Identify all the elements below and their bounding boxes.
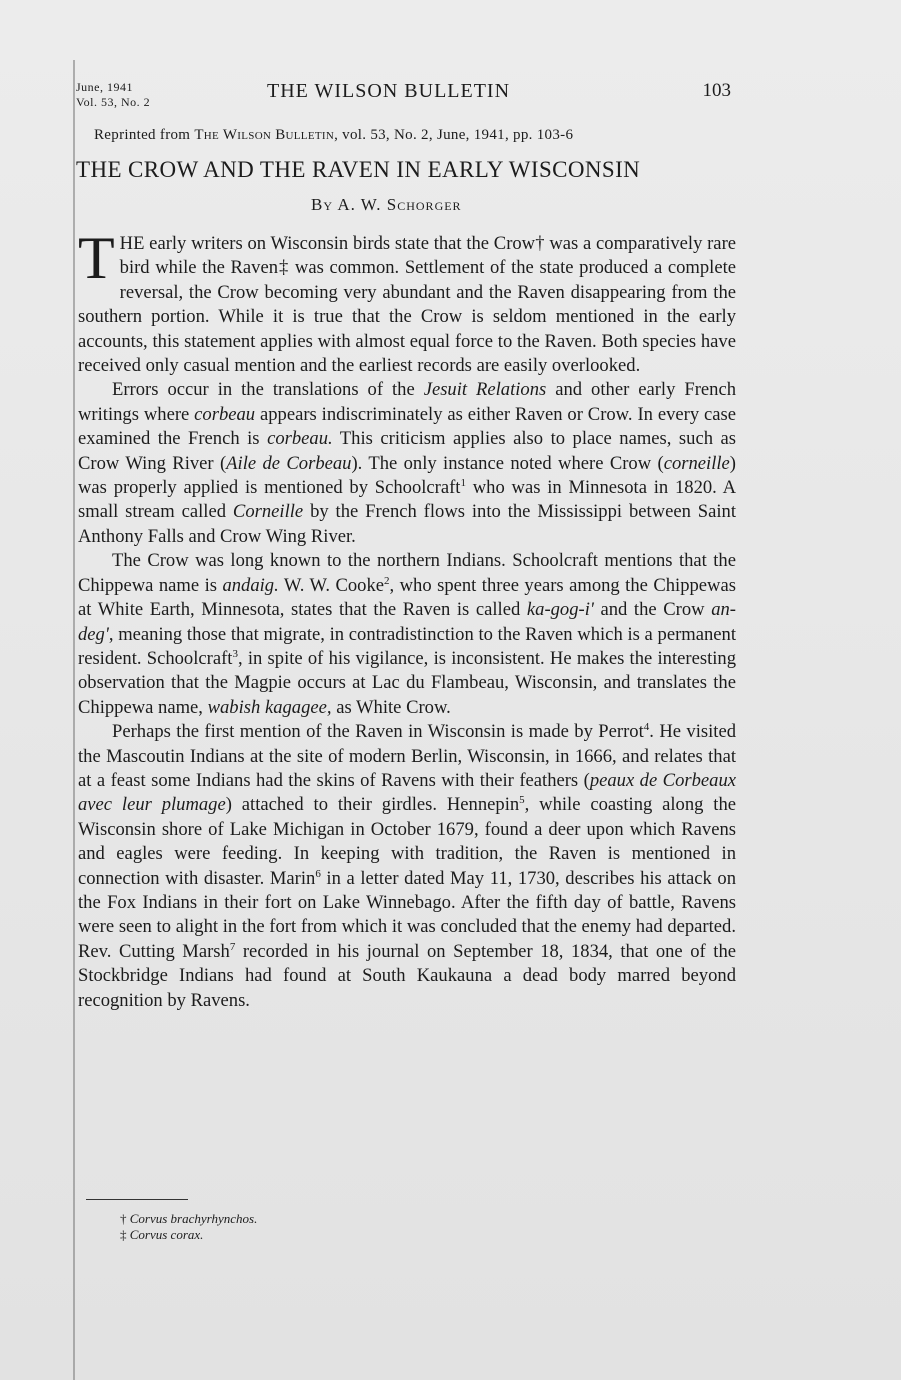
- text-run: . He visited the Mascoutin Indians at the site of modern Berlin, Wisconsin, in 1666, and relates that at a feast some Indians had the skins of Ravens with their feathers (: [78, 721, 736, 791]
- page-number: 103: [702, 80, 731, 101]
- article-title: THE CROW AND THE RAVEN IN EARLY WISCONSIN: [76, 157, 641, 182]
- footnotes: [120, 1211, 257, 1243]
- text-run: by the French flows into the Mississippi between Saint Anthony Falls and Crow Wing River.: [78, 501, 737, 547]
- footnote-separator: [86, 1199, 188, 1200]
- paragraph-1: [78, 225, 737, 378]
- text-run: in a letter dated May 11, 1730, describes his attack on the Fox Indians in their fort on Lake Winnebago. After the fifth day of battle, Ravens were seen to alight in the fort from which it was concluded that the enemy had departed. Rev. Cutting Marsh: [78, 867, 736, 962]
- text-run: , meaning those that migrate, in contradistinction to the Raven which is a permanent resident. Schoolcraft: [78, 623, 736, 669]
- text-run: , while coasting along the Wisconsin shore of Lake Michigan in October 1679, found a deer upon which Ravens and eagles were feeding. In keeping with tradition, the Raven is mentioned in connection with disaster. Marin: [78, 794, 736, 889]
- italic-run: ka-gog-i': [526, 599, 594, 621]
- reprint-source: The Wilson Bulletin: [194, 127, 335, 143]
- reference-number: 5: [519, 794, 525, 807]
- article-byline: By A. W. Schorger: [311, 195, 462, 214]
- italic-run: Jesuit Relations: [423, 379, 547, 401]
- paragraph-2: [78, 378, 736, 549]
- reprint-prefix: Reprinted from: [94, 127, 191, 143]
- italic-run: corneille: [663, 452, 730, 474]
- reference-number: 6: [315, 867, 321, 880]
- italic-run: wabish kagagee,: [207, 696, 332, 718]
- text-run: as White Crow.: [331, 696, 451, 718]
- text-run: HE early writers on Wisconsin birds state that the Crow: [119, 233, 536, 254]
- article-body: [78, 225, 737, 1013]
- footnote-text: Corvus corax.: [129, 1227, 204, 1242]
- italic-run: corbeau.: [267, 428, 333, 450]
- footnote-text: Corvus brachyrhynchos.: [129, 1211, 258, 1226]
- italic-run: peaux de Corbeaux avec leur plumage: [78, 769, 736, 816]
- text-run: ) was properly applied is mentioned by Schoolcraft: [78, 452, 736, 499]
- text-run: The Crow was long known to the northern Indians. Schoolcraft mentions that the Chippewa name is: [78, 550, 736, 596]
- italic-run: an-deg': [78, 599, 736, 645]
- footnote-2: [120, 1227, 257, 1243]
- text-run: ) attached to their girdles. Hennepin: [225, 794, 520, 816]
- reference-number: 2: [384, 574, 390, 587]
- reference-number: 7: [229, 940, 236, 953]
- issue-info: [76, 80, 150, 110]
- issue-date: June, 1941: [76, 80, 133, 94]
- drop-cap: T: [78, 225, 115, 291]
- footnote-mark: †: [120, 1211, 127, 1226]
- text-run: , in spite of his vigilance, is inconsistent. He makes the interesting observation that the Magpie occurs at Lac du Flambeau, Wisconsin, and translates the Chippewa name,: [78, 647, 736, 718]
- text-run: Perhaps the first mention of the Raven in Wisconsin is made by Perrot: [112, 721, 644, 743]
- text-run: was common. Settlement of the state produced a complete reversal, the Crow becoming very abundant and the Raven disappearing from the southern portion. While it is true that the Crow is seldom mentioned in the early accounts, this statement applies with almost equal force to the Raven. Both species have received only casual mention and the earliest records are easily overlooked.: [78, 257, 736, 377]
- text-run: was a comparatively rare bird while the Raven: [119, 233, 737, 279]
- footnote-mark-double-dagger: ‡: [278, 257, 290, 279]
- paragraph-3: [78, 549, 736, 720]
- footnote-mark-dagger: †: [535, 233, 545, 254]
- reference-number: 4: [643, 720, 650, 733]
- italic-run: corbeau: [194, 403, 256, 425]
- reprint-suffix: , vol. 53, No. 2, June, 1941, pp. 103-6: [334, 127, 574, 143]
- reference-number: 3: [232, 647, 238, 660]
- text-run: and the Crow: [593, 599, 712, 621]
- text-run: appears indiscriminately as either Raven or Crow. In every case examined the French is: [78, 403, 737, 450]
- issue-volume: Vol. 53, No. 2: [76, 95, 151, 109]
- reprint-notice: [94, 127, 573, 144]
- italic-run: Aile de Corbeau: [226, 452, 352, 474]
- running-head-title: THE WILSON BULLETIN: [267, 80, 511, 102]
- text-run: W. W. Cooke: [278, 574, 384, 596]
- text-run: ). The only instance noted where Crow (: [351, 452, 664, 474]
- binding-edge-line: [73, 60, 75, 1380]
- italic-run: andaig.: [222, 574, 279, 596]
- paragraph-4: [78, 720, 736, 1013]
- footnote-1: [120, 1211, 257, 1227]
- reference-number: 1: [460, 476, 466, 489]
- footnote-mark: ‡: [120, 1227, 127, 1242]
- italic-run: Corneille: [232, 501, 304, 523]
- text-run: This criticism applies also to place names, such as Crow Wing River (: [78, 428, 737, 474]
- text-run: who was in Minnesota in 1820. A small stream called: [78, 477, 737, 523]
- text-run: , who spent three years among the Chippewas at White Earth, Minnesota, states that the Raven is called: [78, 574, 736, 621]
- text-run: and other early French writings where: [78, 379, 736, 425]
- text-run: Errors occur in the translations of the: [112, 379, 424, 401]
- text-run: recorded in his journal on September 18, 1834, that one of the Stockbridge Indians had found at South Kaukauna a dead body marred beyond recognition by Ravens.: [78, 940, 736, 1011]
